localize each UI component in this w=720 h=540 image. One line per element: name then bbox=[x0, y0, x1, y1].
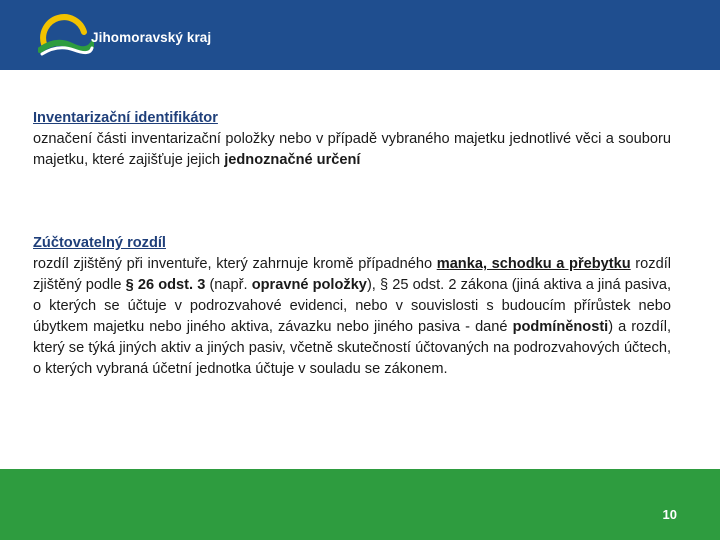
definition-text: označení části inventarizační položky nebo v případě vybraného majetku jednotlivé věci a souboru majetku, které zajišťuje jejich bbox=[33, 131, 671, 168]
section-inventory-identifier bbox=[33, 108, 671, 171]
definition-text: rozdíl zjištěný při inventuře, který zahrnuje kromě případného bbox=[33, 256, 437, 272]
definition-emphasis: § 26 odst. 3 bbox=[125, 277, 206, 293]
definition-text: (např. bbox=[205, 277, 252, 293]
section-definition bbox=[33, 254, 671, 380]
jihomoravsky-kraj-logo-icon bbox=[38, 14, 94, 56]
section-accountable-difference bbox=[33, 233, 671, 380]
brand-name: Jihomoravský kraj bbox=[91, 30, 212, 45]
section-heading: Zúčtovatelný rozdíl bbox=[33, 235, 166, 251]
definition-text: rozdíl zjištěný podle bbox=[33, 256, 671, 293]
section-heading: Inventarizační identifikátor bbox=[33, 110, 218, 126]
definition-text: ), § 25 odst. 2 zákona (jiná aktiva a jiná pasiva, o kterých se účtuje v podrozvahové evidenci, nebo v souvislosti s budoucím přírůstek nebo úbytkem majetku nebo jiného aktiva, závazku nebo jiného pasiva - dané bbox=[33, 277, 672, 335]
definition-emphasis: jednoznačné určení bbox=[224, 152, 361, 168]
section-definition bbox=[33, 129, 671, 171]
definition-text: ) a rozdíl, který se týká jiných aktiv a jiných pasiv, včetně skutečností účtovaných na podrozvahových účtech, o kterých vybraná účetní jednotka účtuje v souladu se zákonem. bbox=[33, 319, 671, 377]
footer-bar bbox=[0, 469, 720, 540]
definition-emphasis: opravné položky bbox=[251, 277, 367, 293]
definition-emphasis: manka, schodku a přebytku bbox=[436, 256, 631, 272]
page-number: 10 bbox=[662, 507, 677, 522]
header-bar bbox=[0, 0, 720, 70]
definition-emphasis: podmíněnosti bbox=[512, 319, 609, 335]
